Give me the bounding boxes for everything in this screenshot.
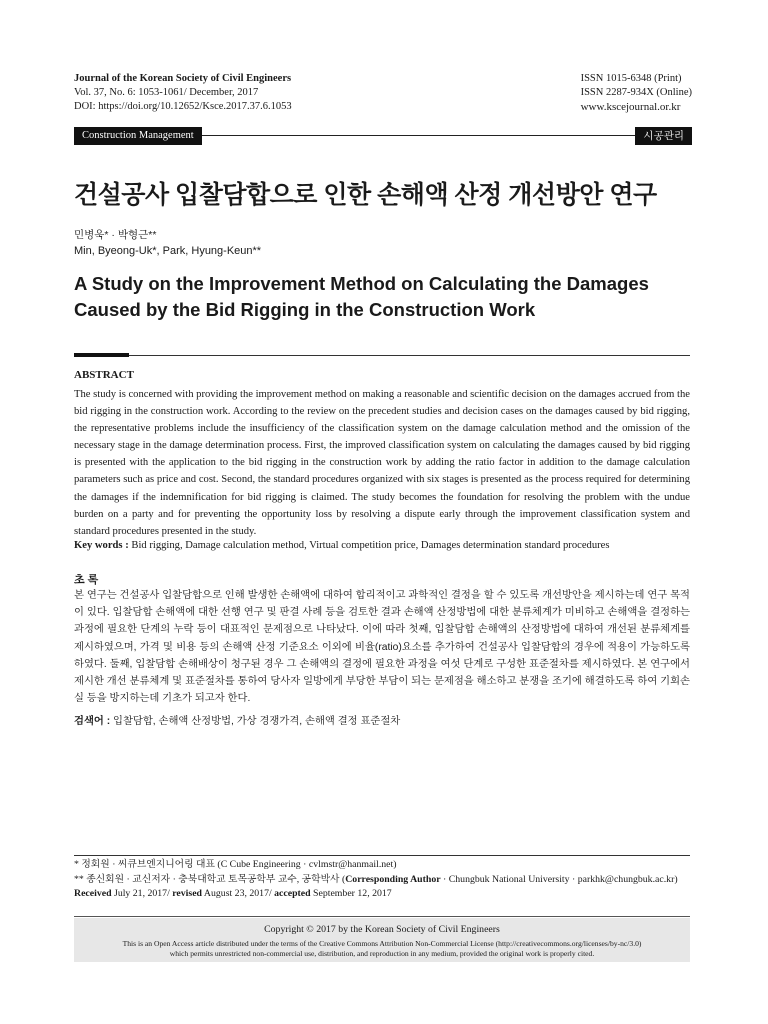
title-korean: 건설공사 입찰담합으로 인한 손해액 산정 개선방안 연구 (74, 181, 657, 209)
korean-keywords (74, 712, 690, 727)
abstract-heading: ABSTRACT (74, 369, 134, 381)
title-english: A Study on the Improvement Method on Calculating the Damages Caused by the Bid Rigging in the Construction Work (74, 273, 649, 320)
category-bar (74, 127, 692, 145)
issn-online: ISSN 2287-934X (Online) (580, 87, 692, 98)
korean-keywords-label: 검색어 : (74, 716, 111, 727)
license-text: This is an Open Access article distributed under the terms of the Creative Commons Attribution Non-Commercial License (http://creativecommons.org/licenses/by-nc/3.0) which permits unrestricted non-commercial use, distribution, and reproduction in any medium, provided the original work is properly cited. (122, 939, 642, 958)
journal-header (74, 72, 292, 114)
issn-print: ISSN 1015-6348 (Print) (580, 73, 682, 84)
korean-keywords-text: 입찰담합, 손해액 산정방법, 가상 경쟁가격, 손해액 결정 표준절차 (113, 716, 401, 727)
keywords-label: Key words : (74, 540, 129, 551)
copyright-line: Copyright © 2017 by the Korean Society of Civil Engineers (264, 924, 500, 935)
category-en: Construction Management (74, 127, 202, 145)
dates-line: Received July 21, 2017/ revised August 23, 2017/ accepted September 12, 2017 (74, 888, 392, 899)
footnote-author-2: ** 종신회원 · 교신저자 · 충북대학교 토목공학부 교수, 공학박사 (Corresponding Author · Chungbuk National University · parkhk@chungbuk.ac.kr) (74, 873, 678, 885)
journal-name: Journal of the Korean Society of Civil Engineers (74, 73, 292, 84)
copyright-rule (74, 916, 690, 917)
abstract-body: The study is concerned with providing the improvement method on making a reasonable and scientific decision on the damages accrued from the bid rigging in the construction work. According to the review on the precedent studies and decision cases on the damages caused by bid rigging, the representative problems include the insufficiency of the classification system on the damage calculation method and the omission of the necessary stage in the damage determination process. First, the improved classification system on calculating the damages caused by bid rigging is presented with the application to the bid rigging in the construction work by adding the ratio factor in addition to the damage calculation parameters such as price and cost. Second, the standard procedures organized with six stages is presented as the process required for determining the damages if the indemnification for bid rigging is claimed. The study becomes the foundation for resolving the problem with the undue burden on a party and for preventing the opportunity loss by resolving a dispute early through the improvement classification system and standard procedures presented in the study. (74, 389, 690, 537)
footnotes (74, 858, 690, 902)
journal-website: www.kscejournal.or.kr (580, 101, 681, 113)
section-rule-accent (74, 353, 129, 357)
issn-block (581, 72, 692, 114)
korean-abstract-heading: 초 록 (74, 574, 99, 586)
footnote-rule (74, 855, 690, 856)
authors-english: Min, Byeong-Uk*, Park, Hyung-Keun** (74, 245, 262, 257)
korean-abstract-body: 본 연구는 건설공사 입찰담합으로 인해 발생한 손해액에 대하여 합리적이고 과학적인 결정을 할 수 있도록 개선방안을 제시하는데 연구 목적이 있다. 입찰담합 손해액에 대한 선행 연구 및 판결 사례 등을 검토한 결과 손해액 산정방법에 대한 분류체계가 미비하고 손해액을 결정하는 과정에 필요한 단계의 누락 등이 대표적인 문제점으로 나타났다. 이에 따라 첫째, 입찰담합 손해액의 산정방법에 대하여 개선된 분류체계를 제시하였으며, 가격 및 비용 등의 손해액 산정 기준요소 이외에 비율(ratio)요소를 추가하여 건설공사 입찰담합의 경우에 적용이 가능하도록 하였다. 둘째, 입찰담합 손해배상이 청구된 경우 그 손해액의 결정에 필요한 과정을 여섯 단계로 구성한 표준절차를 제시하였다. 본 연구에서 제시한 개선 분류체계 및 표준절차를 통하여 당사자 일방에게 부당한 부담이 되는 문제점을 해소하고 분쟁을 조기에 해결하도록 하여 기회손실 등을 방지하는데 기초가 되고자 한다. (74, 590, 690, 705)
copyright-box (74, 918, 690, 962)
keywords (74, 540, 690, 551)
footnote-author-1: * 정회원 · 씨큐브엔지니어링 대표 (C Cube Engineering · cvlmstr@hanmail.net) (74, 859, 397, 870)
section-rule (74, 355, 690, 356)
volume-info: Vol. 37, No. 6: 1053-1061/ December, 2017 (74, 87, 259, 98)
corresponding-author-label: Corresponding Author (345, 873, 441, 885)
authors-korean: 민병욱* · 박형근** (74, 229, 157, 241)
category-ko: 시공관리 (635, 127, 692, 145)
doi: DOI: https://doi.org/10.12652/Ksce.2017.37.6.1053 (74, 101, 292, 112)
keywords-text: Bid rigging, Damage calculation method, Virtual competition price, Damages determination standard procedures (131, 540, 610, 551)
